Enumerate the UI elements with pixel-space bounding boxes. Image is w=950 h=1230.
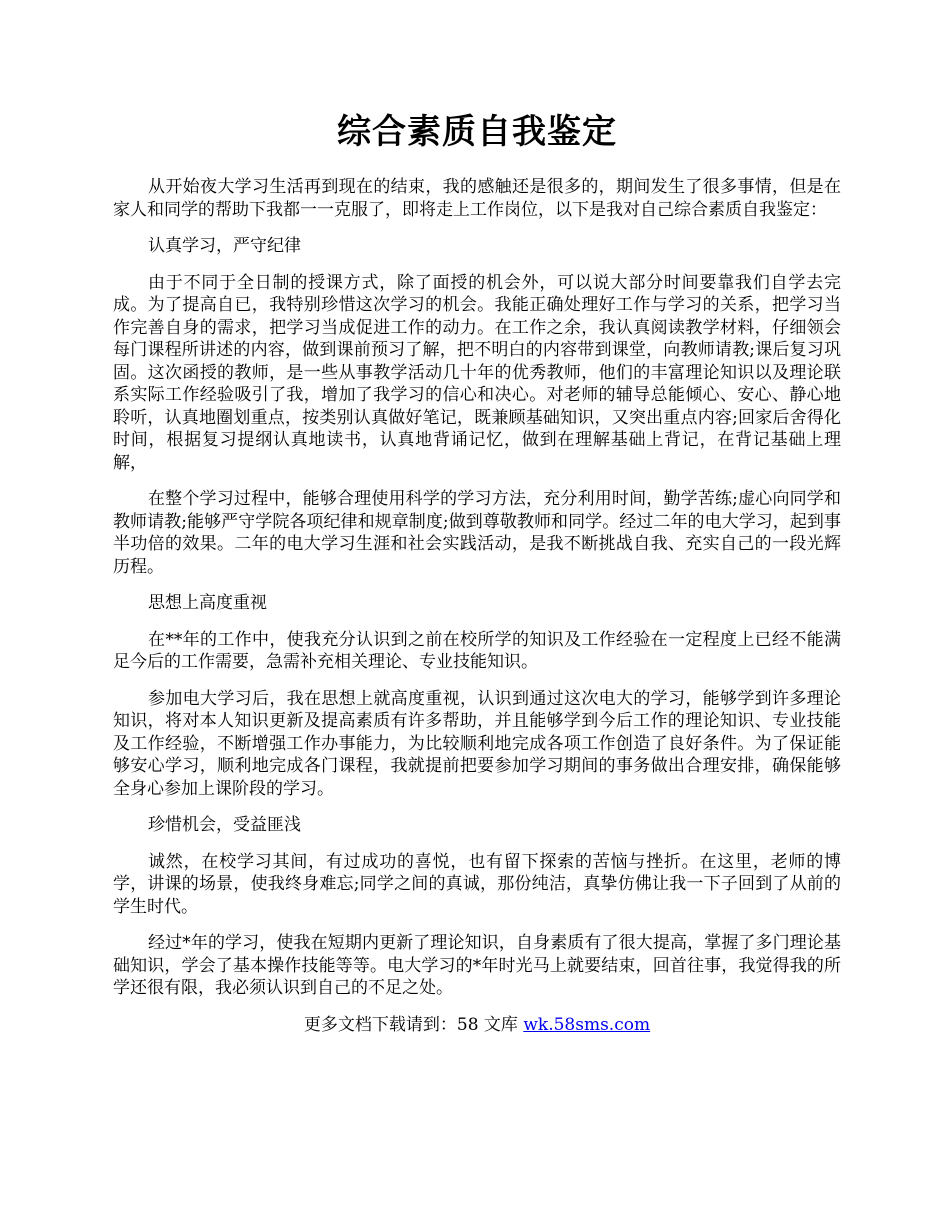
document-title: 综合素质自我鉴定 xyxy=(337,112,617,152)
section-heading-opportunity: 珍惜机会，受益匪浅 xyxy=(148,815,301,836)
paragraph-school-memories: 诚然，在校学习其间，有过成功的喜悦，也有留下探索的苦恼与挫折。在这里，老师的博学，讲课的场景，使我终身难忘;同学之间的真诚，那份纯洁，真挚仿佛让我一下子回到了从前的学生时代。 xyxy=(113,851,841,917)
footer-text: 更多文档下载请到：58 文库 xyxy=(303,1014,524,1035)
paragraph-tvu-study: 参加电大学习后，我在思想上就高度重视，认识到通过这次电大的学习，能够学到许多理论知识，将对本人知识更新及提高素质有许多帮助，并且能够学到今后工作的理论知识、专业技能及工作经验，不断增强工作办事能力，为比较顺利地完成各项工作创造了良好条件。为了保证能够安心学习，顺利地完成各门课程，我就提前把要参加学习期间的事务做出合理安排，确保能够全身心参加上课阶段的学习。 xyxy=(113,688,841,799)
section-heading-thinking: 思想上高度重视 xyxy=(148,593,267,614)
paragraph-conclusion: 经过*年的学习，使我在短期内更新了理论知识，自身素质有了很大提高，掌握了多门理论基础知识，学会了基本操作技能等等。电大学习的*年时光马上就要结束，回首往事，我觉得我的所学还很有限，我必须认识到自己的不足之处。 xyxy=(113,933,841,999)
document-page xyxy=(113,110,841,1036)
footer-link[interactable]: wk.58sms.com xyxy=(523,1014,651,1035)
paragraph-work-experience: 在**年的工作中，使我充分认识到之前在校所学的知识及工作经验在一定程度上已经不能满足今后的工作需要，急需补充相关理论、专业技能知识。 xyxy=(113,629,841,673)
section-heading-study: 认真学习，严守纪律 xyxy=(148,236,301,257)
paragraph-study-method: 由于不同于全日制的授课方式，除了面授的机会外，可以说大部分时间要靠我们自学去完成。为了提高自已，我特别珍惜这次学习的机会。我能正确处理好工作与学习的关系，把学习当作完善自身的需求，把学习当成促进工作的动力。在工作之余，我认真阅读教学材料，仔细领会每门课程所讲述的内容，做到课前预习了解，把不明白的内容带到课堂，向教师请教;课后复习巩固。这次函授的教师，是一些从事教学活动几十年的优秀教师，他们的丰富理论知识以及理论联系实际工作经验吸引了我，增加了我学习的信心和决心。对老师的辅导总能倾心、安心、静心地聆听，认真地圈划重点，按类别认真做好笔记，既兼顾基础知识，又突出重点内容;回家后舍得化时间，根据复习提纲认真地读书，认真地背诵记忆，做到在理解基础上背记，在背记基础上理解， xyxy=(113,272,841,473)
paragraph-intro: 从开始夜大学习生活再到现在的结束，我的感触还是很多的，期间发生了很多事情，但是在家人和同学的帮助下我都一一克服了，即将走上工作岗位，以下是我对自己综合素质自我鉴定： xyxy=(113,177,841,220)
paragraph-study-process: 在整个学习过程中，能够合理使用科学的学习方法，充分利用时间，勤学苦练;虚心向同学和教师请教;能够严守学院各项纪律和规章制度;做到尊敬教师和同学。经过二年的电大学习，起到事半功倍的效果。二年的电大学习生涯和社会实践活动，是我不断挑战自我、充实自己的一段光辉历程。 xyxy=(113,489,841,577)
download-footer xyxy=(113,1014,841,1036)
